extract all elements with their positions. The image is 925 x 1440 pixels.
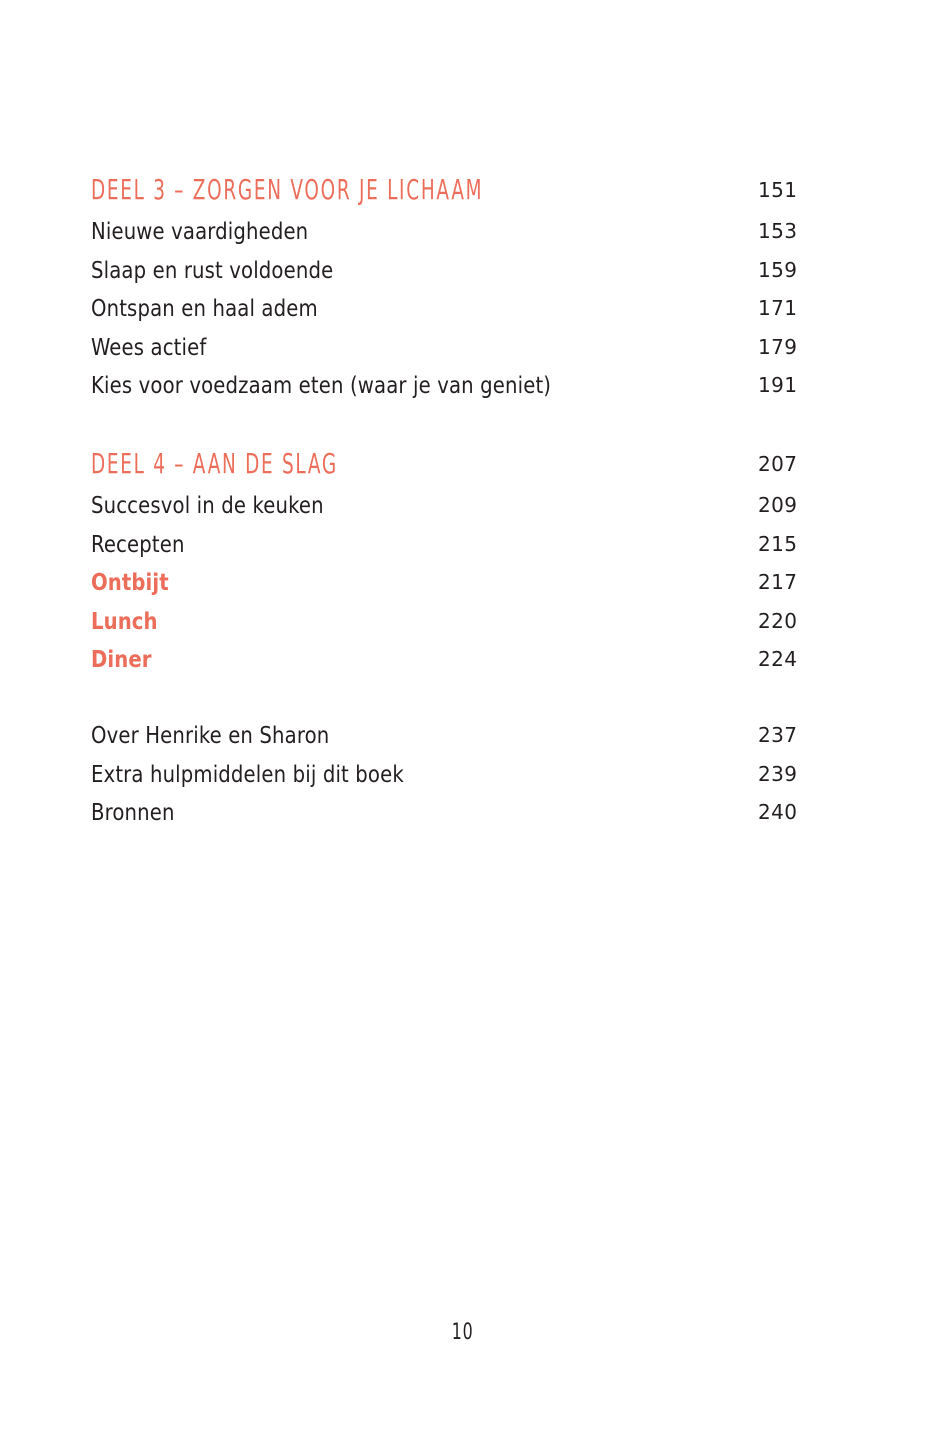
toc-entry-row[interactable] (91, 755, 835, 794)
toc-entry-row[interactable] (91, 289, 835, 328)
toc-entry-label: Ontspan en haal adem (91, 294, 318, 323)
folio-number: 10 (451, 1320, 474, 1345)
toc-entry-row[interactable] (91, 716, 835, 755)
toc-entry-label: Extra hulpmiddelen bij dit boek (91, 759, 404, 788)
toc-group-deel-4 (91, 442, 835, 679)
toc-entry-label: Bronnen (91, 798, 175, 827)
toc-entry-row[interactable] (91, 212, 835, 251)
toc-entry-label: Ontbijt (91, 568, 169, 597)
toc-page-number: 179 (758, 334, 798, 359)
toc-entry-row[interactable] (91, 525, 835, 564)
toc-page-number: 191 (758, 373, 798, 398)
toc-entry-label: Recepten (91, 529, 185, 558)
toc-section-label: DEEL 4 – AAN DE SLAG (91, 447, 338, 480)
toc-entry-row[interactable] (91, 793, 835, 832)
toc-page-number: 215 (758, 531, 798, 556)
toc-entry-row[interactable] (91, 366, 835, 405)
toc-entry-label: Over Henrike en Sharon (91, 720, 330, 749)
toc-page-number: 207 (758, 451, 798, 476)
toc-section-label: DEEL 3 – ZORGEN VOOR JE LICHAAM (91, 173, 484, 206)
toc-entry-label: Lunch (91, 606, 158, 635)
toc-page-number: 153 (758, 219, 798, 243)
toc-entry-label: Nieuwe vaardigheden (91, 217, 309, 245)
table-of-contents (91, 168, 835, 832)
toc-page-number: 237 (758, 722, 798, 747)
toc-page-number: 151 (758, 178, 798, 202)
toc-entry-label: Succesvol in de keuken (91, 490, 324, 519)
toc-page-number: 217 (758, 570, 798, 595)
toc-group-deel-3 (91, 168, 835, 405)
page-folio (0, 1320, 925, 1345)
toc-page-number: 240 (758, 800, 798, 825)
toc-entry-row[interactable] (91, 602, 835, 641)
toc-entry-label: Kies voor voedzaam eten (waar je van geniet) (91, 371, 552, 400)
toc-page-number: 224 (758, 647, 798, 672)
toc-entry-label: Wees actief (91, 332, 207, 361)
toc-section-row[interactable] (91, 168, 835, 212)
toc-section-row[interactable] (91, 442, 835, 486)
toc-page-number: 209 (758, 492, 798, 517)
toc-page-number: 239 (758, 761, 798, 786)
toc-group-backmatter (91, 716, 835, 832)
toc-entry-row[interactable] (91, 640, 835, 679)
toc-page-number: 171 (758, 296, 798, 321)
toc-entry-row[interactable] (91, 486, 835, 525)
toc-entry-label: Diner (91, 645, 152, 674)
toc-entry-row[interactable] (91, 251, 835, 290)
toc-entry-row[interactable] (91, 563, 835, 602)
toc-entry-label: Slaap en rust voldoende (91, 255, 334, 284)
toc-page-number: 220 (758, 608, 798, 633)
toc-page-number: 159 (758, 257, 798, 282)
toc-entry-row[interactable] (91, 328, 835, 367)
